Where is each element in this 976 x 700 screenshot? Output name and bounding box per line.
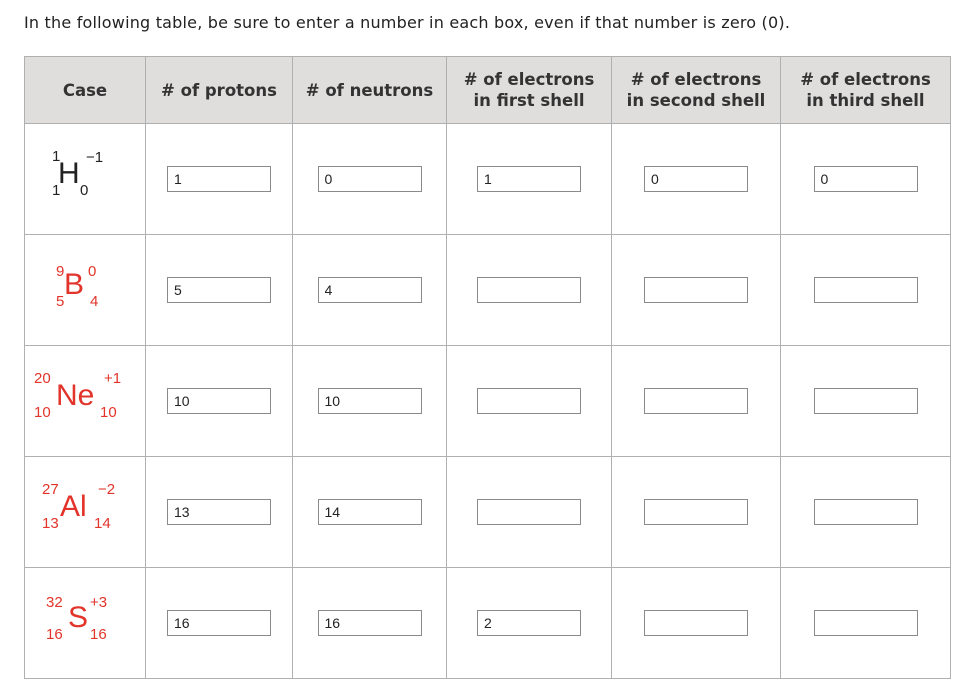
mass-number: 1 bbox=[52, 148, 61, 165]
input-cell bbox=[146, 346, 293, 457]
header-electrons-first-shell bbox=[447, 57, 612, 124]
input-cell bbox=[293, 235, 447, 346]
electrons-second-shell-input[interactable] bbox=[644, 166, 748, 192]
input-cell bbox=[146, 568, 293, 679]
input-cell bbox=[612, 568, 781, 679]
electrons-first-shell-input[interactable] bbox=[477, 610, 581, 636]
header-e1-line1: # of electrons bbox=[463, 70, 595, 89]
input-cell bbox=[612, 457, 781, 568]
isotope-notation bbox=[30, 472, 140, 552]
header-e2-line1: # of electrons bbox=[630, 70, 762, 89]
instructions-text: In the following table, be sure to enter a number in each box, even if that number is zero (0). bbox=[24, 13, 791, 32]
electrons-first-shell-input[interactable] bbox=[477, 166, 581, 192]
electrons-third-shell-input[interactable] bbox=[814, 277, 918, 303]
atomic-number: 10 bbox=[34, 404, 51, 421]
case-cell bbox=[25, 124, 146, 235]
electrons-third-shell-input[interactable] bbox=[814, 499, 918, 525]
header-electrons-third-shell bbox=[781, 57, 951, 124]
input-cell bbox=[612, 124, 781, 235]
input-cell bbox=[447, 124, 612, 235]
atomic-number: 16 bbox=[46, 626, 63, 643]
charge: +3 bbox=[90, 594, 108, 611]
case-cell bbox=[25, 457, 146, 568]
neutrons-input[interactable] bbox=[318, 610, 422, 636]
electrons-third-shell-input[interactable] bbox=[814, 166, 918, 192]
protons-input[interactable] bbox=[167, 166, 271, 192]
mass-number: 32 bbox=[46, 594, 63, 611]
neutrons-input[interactable] bbox=[318, 388, 422, 414]
atom-count: 4 bbox=[90, 293, 99, 310]
electrons-third-shell-input[interactable] bbox=[814, 610, 918, 636]
input-cell bbox=[293, 568, 447, 679]
header-e2-line2: in second shell bbox=[626, 91, 766, 110]
input-cell bbox=[612, 235, 781, 346]
electrons-second-shell-input[interactable] bbox=[644, 610, 748, 636]
header-e3-line1: # of electrons bbox=[800, 70, 931, 89]
atom-count: 16 bbox=[90, 626, 107, 643]
element-symbol: Al bbox=[60, 490, 87, 523]
atom-count: 14 bbox=[94, 515, 111, 532]
case-cell bbox=[25, 568, 146, 679]
isotope-notation bbox=[30, 361, 140, 441]
element-symbol: Ne bbox=[56, 379, 95, 412]
table-row bbox=[25, 346, 951, 457]
input-cell bbox=[612, 346, 781, 457]
input-cell bbox=[293, 457, 447, 568]
isotope-notation bbox=[30, 250, 140, 330]
input-cell bbox=[781, 457, 951, 568]
header-neutrons: # of neutrons bbox=[293, 57, 447, 124]
input-cell bbox=[146, 235, 293, 346]
atomic-number: 5 bbox=[56, 293, 65, 310]
atom-count: 0 bbox=[80, 182, 89, 199]
protons-input[interactable] bbox=[167, 277, 271, 303]
header-row bbox=[25, 57, 951, 124]
electrons-first-shell-input[interactable] bbox=[477, 388, 581, 414]
neutrons-input[interactable] bbox=[318, 166, 422, 192]
charge: −2 bbox=[98, 481, 116, 498]
input-cell bbox=[447, 457, 612, 568]
neutrons-input[interactable] bbox=[318, 499, 422, 525]
input-cell bbox=[293, 124, 447, 235]
neutrons-input[interactable] bbox=[318, 277, 422, 303]
mass-number: 20 bbox=[34, 370, 51, 387]
electrons-first-shell-input[interactable] bbox=[477, 277, 581, 303]
atomic-number: 1 bbox=[52, 182, 61, 199]
protons-input[interactable] bbox=[167, 610, 271, 636]
atomic-number: 13 bbox=[42, 515, 59, 532]
header-electrons-second-shell bbox=[612, 57, 781, 124]
isotope-notation bbox=[30, 139, 140, 219]
electrons-second-shell-input[interactable] bbox=[644, 277, 748, 303]
atom-count: 10 bbox=[100, 404, 117, 421]
isotope-table bbox=[24, 56, 951, 679]
table-row bbox=[25, 124, 951, 235]
header-e1-line2: in first shell bbox=[473, 91, 585, 110]
table-row bbox=[25, 457, 951, 568]
input-cell bbox=[447, 346, 612, 457]
case-cell bbox=[25, 235, 146, 346]
input-cell bbox=[781, 124, 951, 235]
isotope-notation bbox=[30, 583, 140, 663]
case-cell bbox=[25, 346, 146, 457]
charge: +1 bbox=[104, 370, 122, 387]
element-symbol: S bbox=[68, 601, 89, 634]
table-row bbox=[25, 235, 951, 346]
electrons-second-shell-input[interactable] bbox=[644, 388, 748, 414]
input-cell bbox=[146, 124, 293, 235]
header-protons: # of protons bbox=[146, 57, 293, 124]
table-row bbox=[25, 568, 951, 679]
mass-number: 27 bbox=[42, 481, 59, 498]
electrons-second-shell-input[interactable] bbox=[644, 499, 748, 525]
electrons-first-shell-input[interactable] bbox=[477, 499, 581, 525]
element-symbol: B bbox=[64, 268, 85, 301]
input-cell bbox=[447, 568, 612, 679]
input-cell bbox=[781, 346, 951, 457]
charge: 0 bbox=[88, 263, 97, 280]
protons-input[interactable] bbox=[167, 499, 271, 525]
mass-number: 9 bbox=[56, 263, 65, 280]
input-cell bbox=[781, 235, 951, 346]
input-cell bbox=[781, 568, 951, 679]
header-e3-line2: in third shell bbox=[806, 91, 925, 110]
input-cell bbox=[293, 346, 447, 457]
protons-input[interactable] bbox=[167, 388, 271, 414]
input-cell bbox=[146, 457, 293, 568]
charge: −1 bbox=[86, 149, 104, 166]
input-cell bbox=[447, 235, 612, 346]
element-symbol: H bbox=[58, 157, 80, 190]
header-case: Case bbox=[25, 57, 146, 124]
electrons-third-shell-input[interactable] bbox=[814, 388, 918, 414]
